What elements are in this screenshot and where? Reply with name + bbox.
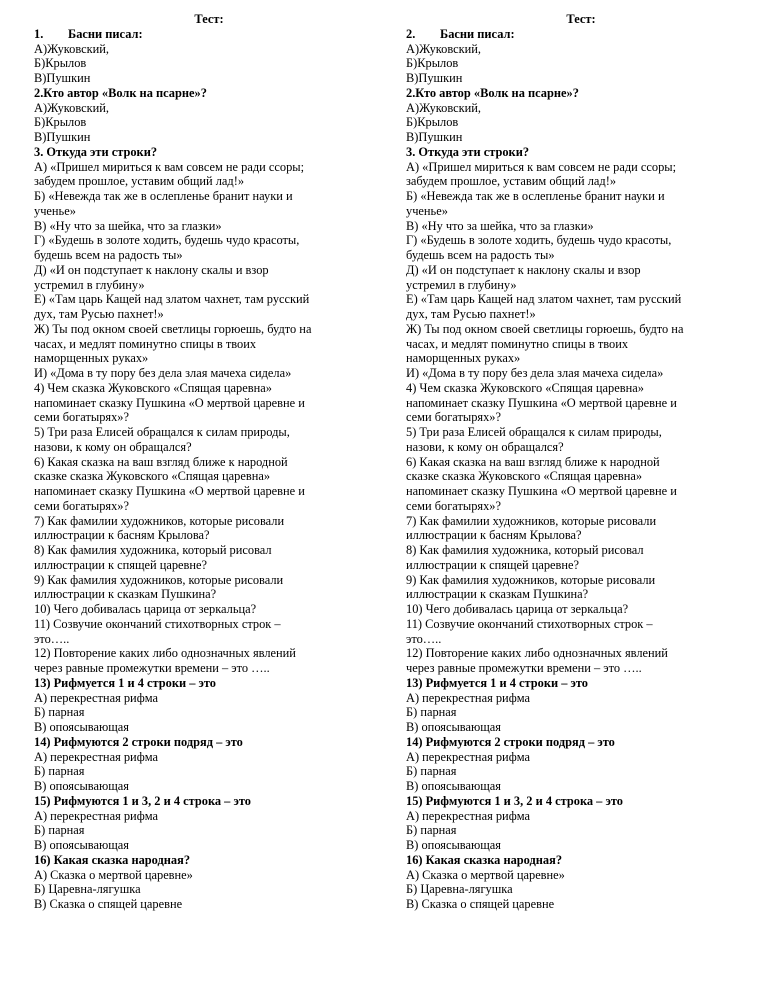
text-line: иллюстрации к спящей царевне? xyxy=(406,557,580,572)
text-line: иллюстрации к сказкам Пушкина? xyxy=(406,587,589,602)
text-line: Е) «Там царь Кащей над златом чахнет, там русский xyxy=(406,292,682,307)
text-line: В)Пушкин xyxy=(34,71,91,85)
text-line: 9) Как фамилия художников, которые рисовали xyxy=(406,572,656,587)
text-line: Б) «Невежда так же в ослепленье бранит науки и xyxy=(34,189,293,203)
question-heading: 14) Рифмуются 2 строки подряд – это xyxy=(34,734,243,749)
text-line: напоминает сказку Пушкина «О мертвой царевне и xyxy=(406,484,677,498)
question-heading: 16) Какая сказка народная? xyxy=(34,852,191,867)
text-line: 7) Как фамилии художников, которые рисовали xyxy=(34,513,285,528)
question-text: Басни писал: xyxy=(68,26,143,41)
text-line: будешь всем на радость ты» xyxy=(406,248,555,262)
text-line: 11) Созвучие окончаний стихотворных строк – xyxy=(406,616,653,631)
text-line: ученье» xyxy=(406,203,448,218)
question-text: Басни писал: xyxy=(440,26,515,41)
text-line: семи богатырях»? xyxy=(34,498,130,513)
text-line: Ж) Ты под окном своей светлицы горюешь, будто на xyxy=(34,321,312,336)
text-line: назови, к кому он обращался? xyxy=(34,439,192,454)
text-line: Б)Крылов xyxy=(406,56,459,71)
text-line: 4) Чем сказка Жуковского «Спящая царевна» xyxy=(34,380,272,395)
text-line: Ж) Ты под окном своей светлицы горюешь, будто на xyxy=(406,321,684,336)
text-line: В) «Ну что за шейка, что за глазки» xyxy=(406,218,594,233)
text-line: И) «Дома в ту пору без дела злая мачеха сидела» xyxy=(406,366,664,380)
text-line: В)Пушкин xyxy=(406,71,463,85)
text-line: 6) Какая сказка на ваш взгляд ближе к народной xyxy=(34,454,288,469)
text-line: Б)Крылов xyxy=(34,115,87,130)
text-line: Б) парная xyxy=(34,823,85,838)
text-line: Г) «Будешь в золоте ходить, будешь чудо красоты, xyxy=(406,233,672,248)
text-line: Б) парная xyxy=(34,764,85,779)
text-line: Б) парная xyxy=(406,764,457,779)
question-1 xyxy=(34,27,384,42)
text-line: А) перекрестная рифма xyxy=(406,808,530,823)
text-line: Б)Крылов xyxy=(34,56,87,71)
text-line: А)Жуковский, xyxy=(406,100,482,115)
text-line: 12) Повторение каких либо однозначных явлений xyxy=(406,646,668,661)
text-line: напоминает сказку Пушкина «О мертвой царевне и xyxy=(34,395,305,410)
text-line: часах, и медлят поминутно спицы в твоих xyxy=(34,336,257,351)
text-line: А) перекрестная рифма xyxy=(34,749,158,764)
question-heading: 2.Кто автор «Волк на псарне»? xyxy=(406,85,579,100)
text-line: Д) «И он подступает к наклону скалы и взор xyxy=(34,262,269,277)
text-line: иллюстрации к сказкам Пушкина? xyxy=(34,587,217,602)
text-line: Д) «И он подступает к наклону скалы и взор xyxy=(406,262,641,277)
text-line: Б) «Невежда так же в ослепленье бранит науки и xyxy=(406,189,665,203)
text-line: назови, к кому он обращался? xyxy=(406,439,564,454)
question-heading: 16) Какая сказка народная? xyxy=(406,852,563,867)
text-line: это….. xyxy=(34,631,70,646)
text-line: А) Сказка о мертвой царевне» xyxy=(406,867,565,882)
text-line: В) Сказка о спящей царевне xyxy=(34,897,183,911)
text-line: наморщенных руках» xyxy=(406,351,521,366)
text-line: иллюстрации к басням Крылова? xyxy=(34,528,210,543)
text-line: дух, там Русью пахнет!» xyxy=(406,307,536,321)
text-line: 10) Чего добивалась царица от зеркальца? xyxy=(34,602,257,616)
text-line: забудем прошлое, уставим общий лад!» xyxy=(406,174,617,189)
text-line: напоминает сказку Пушкина «О мертвой царевне и xyxy=(34,484,305,498)
text-line: Б) парная xyxy=(34,705,85,720)
text-line: Б)Крылов xyxy=(406,115,459,130)
text-line: сказке сказка Жуковского «Спящая царевна» xyxy=(34,469,271,484)
text-line: 5) Три раза Елисей обращался к силам природы, xyxy=(406,425,662,439)
text-line: А) перекрестная рифма xyxy=(406,690,530,705)
text-line: ученье» xyxy=(34,203,76,218)
text-line: будешь всем на радость ты» xyxy=(34,248,183,262)
question-heading: 15) Рифмуются 1 и 3, 2 и 4 строка – это xyxy=(34,793,251,808)
test-column-right xyxy=(406,12,756,912)
text-line: В) опоясывающая xyxy=(34,720,129,734)
text-line: В) «Ну что за шейка, что за глазки» xyxy=(34,218,222,233)
text-line: Б) парная xyxy=(406,705,457,720)
test-title: Тест: xyxy=(194,12,224,26)
text-line: А) «Пришел мириться к вам совсем не ради ссоры; xyxy=(406,159,677,174)
text-line: Е) «Там царь Кащей над златом чахнет, там русский xyxy=(34,292,310,307)
question-heading: 3. Откуда эти строки? xyxy=(406,144,530,159)
text-line: А) перекрестная рифма xyxy=(34,690,158,705)
question-heading: 15) Рифмуются 1 и 3, 2 и 4 строка – это xyxy=(406,793,623,808)
question-heading: 13) Рифмуется 1 и 4 строки – это xyxy=(34,675,216,690)
text-line: 8) Как фамилия художника, который рисовал xyxy=(406,543,644,557)
text-line: сказке сказка Жуковского «Спящая царевна» xyxy=(406,469,643,484)
text-line: это….. xyxy=(406,631,442,646)
text-line: устремил в глубину» xyxy=(406,277,517,292)
text-line: В) опоясывающая xyxy=(406,720,501,734)
text-line: В)Пушкин xyxy=(34,130,91,144)
text-line: устремил в глубину» xyxy=(34,277,145,292)
text-line: часах, и медлят поминутно спицы в твоих xyxy=(406,336,629,351)
text-line: И) «Дома в ту пору без дела злая мачеха сидела» xyxy=(34,366,292,380)
text-line: напоминает сказку Пушкина «О мертвой царевне и xyxy=(406,395,677,410)
text-line: семи богатырях»? xyxy=(406,410,502,425)
text-line: через равные промежутки времени – это ….. xyxy=(34,661,270,675)
text-line: Б) Царевна-лягушка xyxy=(34,882,141,897)
text-line: 8) Как фамилия художника, который рисовал xyxy=(34,543,272,557)
question-lines xyxy=(34,42,384,912)
text-line: А)Жуковский, xyxy=(34,41,110,56)
question-1 xyxy=(406,27,756,42)
text-line: 11) Созвучие окончаний стихотворных строк – xyxy=(34,616,281,631)
text-line: А) перекрестная рифма xyxy=(406,749,530,764)
text-line: В)Пушкин xyxy=(406,130,463,144)
text-line: В) опоясывающая xyxy=(34,838,129,852)
question-heading: 14) Рифмуются 2 строки подряд – это xyxy=(406,734,615,749)
text-line: Г) «Будешь в золоте ходить, будешь чудо красоты, xyxy=(34,233,300,248)
text-line: 10) Чего добивалась царица от зеркальца? xyxy=(406,602,629,616)
text-line: иллюстрации к спящей царевне? xyxy=(34,557,208,572)
text-line: В) опоясывающая xyxy=(406,779,501,793)
text-line: семи богатырях»? xyxy=(406,498,502,513)
text-line: дух, там Русью пахнет!» xyxy=(34,307,164,321)
text-line: через равные промежутки времени – это ….. xyxy=(406,661,642,675)
test-title: Тест: xyxy=(566,12,596,26)
question-number: 1. xyxy=(34,26,44,41)
test-column-left xyxy=(34,12,384,912)
text-line: наморщенных руках» xyxy=(34,351,149,366)
question-lines xyxy=(406,42,756,912)
question-number: 2. xyxy=(406,26,416,41)
question-heading: 13) Рифмуется 1 и 4 строки – это xyxy=(406,675,588,690)
text-line: А)Жуковский, xyxy=(406,41,482,56)
text-line: 6) Какая сказка на ваш взгляд ближе к народной xyxy=(406,454,660,469)
text-line: А) перекрестная рифма xyxy=(34,808,158,823)
text-line: Б) парная xyxy=(406,823,457,838)
text-line: семи богатырях»? xyxy=(34,410,130,425)
text-line: А) Сказка о мертвой царевне» xyxy=(34,867,193,882)
text-line: А) «Пришел мириться к вам совсем не ради ссоры; xyxy=(34,159,305,174)
question-heading: 2.Кто автор «Волк на псарне»? xyxy=(34,85,207,100)
text-line: иллюстрации к басням Крылова? xyxy=(406,528,582,543)
text-line: В) опоясывающая xyxy=(406,838,501,852)
text-line: 4) Чем сказка Жуковского «Спящая царевна» xyxy=(406,380,644,395)
text-line: В) Сказка о спящей царевне xyxy=(406,897,555,911)
text-line: Б) Царевна-лягушка xyxy=(406,882,513,897)
text-line: А)Жуковский, xyxy=(34,100,110,115)
text-line: 7) Как фамилии художников, которые рисовали xyxy=(406,513,657,528)
text-line: 9) Как фамилия художников, которые рисовали xyxy=(34,572,284,587)
text-line: В) опоясывающая xyxy=(34,779,129,793)
question-heading: 3. Откуда эти строки? xyxy=(34,144,158,159)
text-line: 5) Три раза Елисей обращался к силам природы, xyxy=(34,425,290,439)
text-line: 12) Повторение каких либо однозначных явлений xyxy=(34,646,296,661)
text-line: забудем прошлое, уставим общий лад!» xyxy=(34,174,245,189)
